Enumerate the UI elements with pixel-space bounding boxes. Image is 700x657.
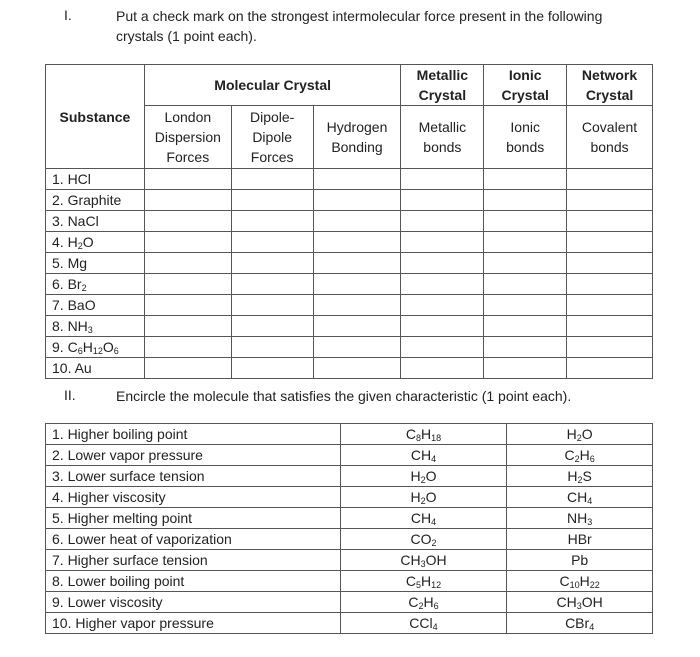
header-covalent-bonds-line-2: bonds [590, 139, 629, 155]
check-cell[interactable] [231, 295, 313, 316]
check-cell[interactable] [313, 169, 401, 190]
substance-name: 10. Au [46, 358, 145, 379]
check-cell[interactable] [231, 253, 313, 274]
characteristic-label: 6. Lower heat of vaporization [46, 529, 341, 550]
check-cell[interactable] [484, 337, 567, 358]
substance-row [46, 190, 653, 211]
characteristic-row [46, 571, 653, 592]
check-cell[interactable] [484, 232, 567, 253]
check-cell[interactable] [313, 232, 401, 253]
check-cell[interactable] [231, 316, 313, 337]
check-cell[interactable] [313, 211, 401, 232]
molecule-option-b[interactable]: $CH_4$ [507, 487, 653, 508]
header-hydrogen-line-1: Hydrogen [326, 119, 388, 135]
check-cell[interactable] [313, 274, 401, 295]
check-cell[interactable] [313, 358, 401, 379]
substance-name: 9. $C_6H_{12}O_6$ [46, 337, 145, 358]
characteristic-row [46, 508, 653, 529]
check-cell[interactable] [484, 253, 567, 274]
header-ionic-crystal [484, 65, 567, 106]
characteristic-label: 3. Lower surface tension [46, 466, 341, 487]
characteristic-label: 7. Higher surface tension [46, 550, 341, 571]
check-cell[interactable] [144, 211, 231, 232]
check-cell[interactable] [144, 337, 231, 358]
check-cell[interactable] [144, 190, 231, 211]
characteristic-label: 8. Lower boiling point [46, 571, 341, 592]
molecule-option-a[interactable]: $CH_4$ [340, 508, 507, 529]
header-london-dispersion [144, 106, 231, 169]
header-ionic-crystal-line-1: Ionic [508, 67, 542, 83]
check-cell[interactable] [313, 295, 401, 316]
check-cell[interactable] [567, 295, 653, 316]
check-cell[interactable] [401, 316, 484, 337]
substance-name: 4. $H_2O$ [46, 232, 145, 253]
molecule-option-a[interactable]: $C_8H_{18}$ [340, 424, 507, 445]
check-cell[interactable] [144, 316, 231, 337]
header-substance: Substance [46, 65, 145, 169]
substance-row [46, 274, 653, 295]
section-1-instruction [116, 6, 602, 46]
molecule-option-a[interactable]: $CH_4$ [340, 445, 507, 466]
molecule-option-b[interactable]: HBr [507, 529, 653, 550]
check-cell[interactable] [567, 211, 653, 232]
check-cell[interactable] [567, 169, 653, 190]
header-dipole-dipole [231, 106, 313, 169]
check-cell[interactable] [401, 295, 484, 316]
molecule-option-a[interactable]: $C_5H_{12}$ [340, 571, 507, 592]
molecule-option-a[interactable]: $H_2O$ [340, 487, 507, 508]
molecule-option-a[interactable]: $C_2H_6$ [340, 592, 507, 613]
characteristic-row [46, 529, 653, 550]
molecule-option-b[interactable]: $C_{10}H_{22}$ [507, 571, 653, 592]
substance-name: 5. Mg [46, 253, 145, 274]
check-cell[interactable] [144, 295, 231, 316]
substance-name: 8. $NH_3$ [46, 316, 145, 337]
molecule-option-a[interactable]: $H_2O$ [340, 466, 507, 487]
header-metallic-crystal-line-1: Metallic [416, 67, 469, 83]
characteristic-row [46, 487, 653, 508]
molecule-option-b[interactable]: $C_2H_6$ [507, 445, 653, 466]
header-network-crystal-line-1: Network [581, 67, 638, 83]
header-dipole-line-2: Dipole [252, 129, 293, 145]
header-dipole-line-1: Dipole- [249, 109, 295, 125]
check-cell[interactable] [567, 358, 653, 379]
header-network-crystal [567, 65, 653, 106]
check-cell[interactable] [567, 337, 653, 358]
check-cell[interactable] [567, 274, 653, 295]
characteristic-label: 1. Higher boiling point [46, 424, 341, 445]
molecule-option-b[interactable]: Pb [507, 550, 653, 571]
characteristic-row [46, 550, 653, 571]
header-ionic-bonds-line-1: Ionic [510, 119, 540, 135]
substance-name: 1. HCl [46, 169, 145, 190]
header-ionic-bonds-line-2: bonds [506, 139, 545, 155]
substance-row [46, 295, 653, 316]
molecule-option-b[interactable]: $H_2S$ [507, 466, 653, 487]
section-2-number: II. [64, 387, 76, 403]
check-cell[interactable] [231, 190, 313, 211]
check-cell[interactable] [144, 358, 231, 379]
check-cell[interactable] [401, 253, 484, 274]
check-cell[interactable] [484, 358, 567, 379]
section-1-number: I. [64, 7, 72, 23]
check-cell[interactable] [484, 169, 567, 190]
check-cell[interactable] [567, 232, 653, 253]
substance-row [46, 337, 653, 358]
check-cell[interactable] [313, 190, 401, 211]
substance-name: 7. BaO [46, 295, 145, 316]
check-cell[interactable] [144, 253, 231, 274]
check-cell[interactable] [484, 316, 567, 337]
check-cell[interactable] [567, 190, 653, 211]
check-cell[interactable] [144, 232, 231, 253]
characteristic-row [46, 592, 653, 613]
molecule-option-b[interactable]: $NH_3$ [507, 508, 653, 529]
header-ionic-bonds [484, 106, 567, 169]
characteristic-table [45, 423, 653, 634]
header-covalent-bonds-line-1: Covalent [581, 119, 638, 135]
check-cell[interactable] [484, 295, 567, 316]
characteristic-row [46, 445, 653, 466]
characteristic-row [46, 613, 653, 634]
characteristic-row [46, 424, 653, 445]
header-metallic-bonds-line-1: Metallic [418, 119, 467, 135]
section-1-instruction-line-2: crystals (1 point each). [116, 28, 257, 44]
check-cell[interactable] [231, 211, 313, 232]
check-cell[interactable] [401, 211, 484, 232]
molecule-option-b[interactable]: $CH_3OH$ [507, 592, 653, 613]
header-covalent-bonds [567, 106, 653, 169]
check-cell[interactable] [313, 337, 401, 358]
check-cell[interactable] [231, 358, 313, 379]
check-cell[interactable] [313, 253, 401, 274]
molecule-option-b[interactable]: CBr$_4$ [507, 613, 653, 634]
header-metallic-crystal-line-2: Crystal [418, 87, 467, 103]
characteristic-label: 5. Higher melting point [46, 508, 341, 529]
substance-row [46, 211, 653, 232]
header-hydrogen-line-2: Bonding [331, 139, 383, 155]
check-cell[interactable] [231, 337, 313, 358]
header-ionic-crystal-line-2: Crystal [501, 87, 549, 103]
substance-row [46, 169, 653, 190]
header-london-line-1: London [164, 109, 212, 125]
header-metallic-bonds-line-2: bonds [423, 139, 462, 155]
molecule-option-a[interactable]: $CO_2$ [340, 529, 507, 550]
header-london-line-2: Dispersion [154, 129, 221, 145]
check-cell[interactable] [401, 358, 484, 379]
substance-row [46, 358, 653, 379]
substance-name: 2. Graphite [46, 190, 145, 211]
header-metallic-bonds [401, 106, 484, 169]
header-london-line-3: Forces [166, 149, 210, 165]
substance-row [46, 232, 653, 253]
characteristic-label: 9. Lower viscosity [46, 592, 341, 613]
substance-row [46, 253, 653, 274]
check-cell[interactable] [144, 274, 231, 295]
characteristic-row [46, 466, 653, 487]
check-cell[interactable] [231, 274, 313, 295]
check-cell[interactable] [401, 232, 484, 253]
check-cell[interactable] [401, 190, 484, 211]
check-cell[interactable] [484, 274, 567, 295]
substance-name: 6. $Br_2$ [46, 274, 145, 295]
check-cell[interactable] [484, 190, 567, 211]
check-cell[interactable] [401, 169, 484, 190]
intermolecular-force-table [45, 64, 653, 379]
header-molecular-crystal: Molecular Crystal [144, 65, 401, 106]
check-cell[interactable] [567, 253, 653, 274]
substance-name: 3. NaCl [46, 211, 145, 232]
check-cell[interactable] [567, 316, 653, 337]
check-cell[interactable] [313, 316, 401, 337]
substance-row [46, 316, 653, 337]
check-cell[interactable] [231, 232, 313, 253]
section-1-instruction-line-1: Put a check mark on the strongest intermolecular force present in the following [116, 8, 603, 24]
header-network-crystal-line-2: Crystal [585, 87, 634, 103]
check-cell[interactable] [401, 274, 484, 295]
check-cell[interactable] [401, 337, 484, 358]
header-dipole-line-3: Forces [250, 149, 294, 165]
characteristic-label: 10. Higher vapor pressure [46, 613, 341, 634]
characteristic-label: 2. Lower vapor pressure [46, 445, 341, 466]
header-metallic-crystal [401, 65, 484, 106]
header-hydrogen-bonding [313, 106, 401, 169]
check-cell[interactable] [231, 169, 313, 190]
molecule-option-a[interactable]: CCl$_4$ [340, 613, 507, 634]
check-cell[interactable] [484, 211, 567, 232]
characteristic-label: 4. Higher viscosity [46, 487, 341, 508]
molecule-option-b[interactable]: $H_2O$ [507, 424, 653, 445]
check-cell[interactable] [144, 169, 231, 190]
section-2-instruction: Encircle the molecule that satisfies the given characteristic (1 point each). [116, 388, 572, 404]
molecule-option-a[interactable]: $CH_3OH$ [340, 550, 507, 571]
